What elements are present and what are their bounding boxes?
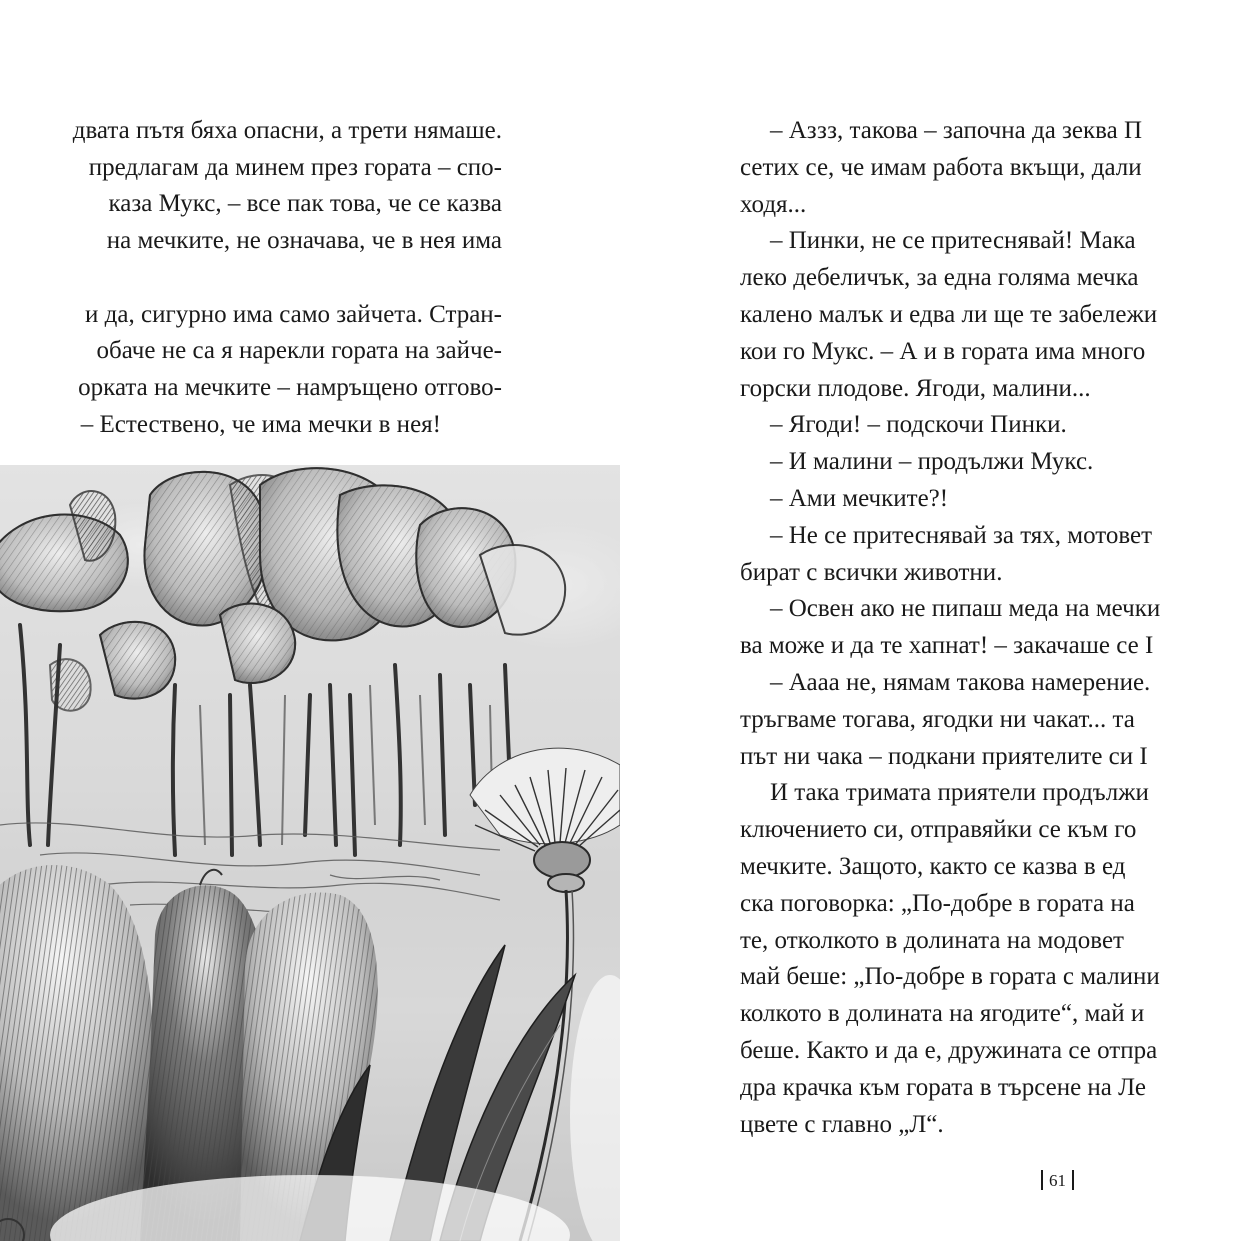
forest-sketch-icon <box>0 465 620 1241</box>
forest-illustration <box>0 465 620 1241</box>
text-line: предлагам да минем през гората – спо- <box>88 153 502 181</box>
text-line: на мечките, не означава, че в нея има <box>106 227 502 255</box>
text-line: бират с всички животни. <box>740 558 1003 586</box>
text-line: – Ами мечките?! <box>770 484 949 512</box>
text-line: – Ягоди! – подскочи Пинки. <box>770 411 1067 439</box>
text-line: път ни чака – подкани приятелите си I <box>740 742 1148 770</box>
text-line: калено малък и едва ли ще те забележи <box>740 300 1158 328</box>
text-line: ва може и да те хапнат! – закачаше се I <box>740 632 1154 660</box>
text-line: ключението си, отправяйки се към го <box>740 816 1137 844</box>
left-page-text <box>0 0 505 460</box>
text-line: сетих се, че имам работа вкъщи, дали <box>740 153 1142 181</box>
text-line <box>0 260 502 297</box>
text-line: – И малини – продължи Мукс. <box>770 448 1094 476</box>
text-line: ходя... <box>740 190 807 218</box>
text-line: кои го Мукс. – А и в гората има много <box>740 337 1146 365</box>
text-line: колкото в долината на ягодите“, май и <box>740 1000 1145 1028</box>
text-line: – Освен ако не пипаш меда на мечки <box>770 595 1161 623</box>
text-line: – Естествено, че има мечки в нея! <box>80 410 441 438</box>
page-number <box>1035 1170 1080 1192</box>
text-line: мечките. Защото, както се казва в ед <box>740 852 1126 880</box>
text-line: беше. Както и да е, дружината се отпра <box>740 1036 1158 1064</box>
text-line: горски плодове. Ягоди, малини... <box>740 374 1091 402</box>
text-line: И така тримата приятели продължи <box>770 779 1149 807</box>
text-line: ска поговорка: „По-добре в гората на <box>740 889 1135 917</box>
text-line: дра крачка към гората в търсене на Ле <box>740 1073 1147 1101</box>
right-page <box>620 0 1241 1241</box>
page-number-value: 61 <box>1049 1171 1066 1190</box>
text-line: тръгваме тогава, ягодки ни чакат... та <box>740 705 1135 733</box>
text-line: леко дебеличък, за една голяма мечка <box>740 264 1139 292</box>
text-line: – Не се притеснявай за тях, мотовет <box>770 521 1153 549</box>
text-line: обаче не са я нарекли гората на зайче- <box>96 337 502 365</box>
text-line: те, отколкото в долината на модовет <box>740 926 1124 954</box>
text-line: и да, сигурно има само зайчета. Стран- <box>85 300 502 328</box>
text-line: май беше: „По-добре в гората с малини <box>740 963 1160 991</box>
text-line: – Аааа не, нямам такова намерение. <box>770 668 1151 696</box>
page-number-bar-right <box>1072 1170 1074 1190</box>
text-line: – Аззз, такова – започна да зеква П <box>770 117 1143 144</box>
text-line: цвете с главно „Л“. <box>740 1110 944 1138</box>
text-line: орката на мечките – намръщено отгово- <box>78 373 502 401</box>
right-page-text <box>740 0 1241 1241</box>
text-line: двата пътя бяха опасни, а трети нямаше. <box>72 117 502 144</box>
text-line: каза Мукс, – все пак това, че се казва <box>108 190 502 218</box>
page-number-bar-left <box>1041 1170 1043 1190</box>
text-line: – Пинки, не се притеснявай! Мака <box>770 227 1136 255</box>
